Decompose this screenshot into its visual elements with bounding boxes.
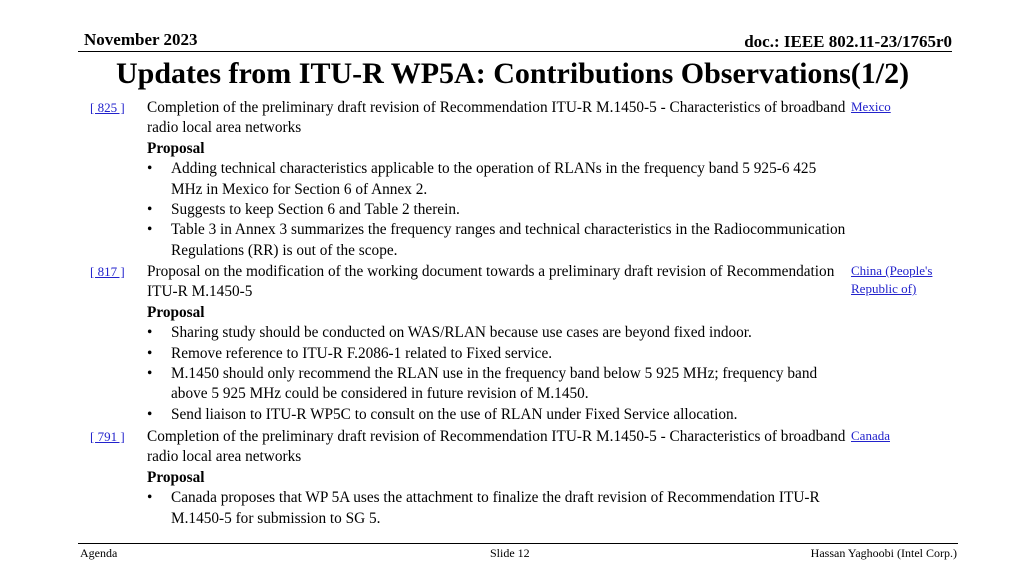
proposal-list [147,159,847,261]
footer-slide-number: Slide 12 [490,546,530,560]
header-divider [78,51,952,52]
footer-agenda: Agenda [80,546,118,560]
proposal-bullet: • Send liaison to ITU-R WP5C to consult on the use of RLAN under Fixed Service allocation. [147,405,847,425]
proposal-list [147,488,847,529]
country-link[interactable]: Canada [851,428,890,443]
proposal-label: Proposal [147,468,205,486]
footer-author: Hassan Yaghoobi (Intel Corp.) [810,546,957,560]
contribution-ref-link[interactable]: [ 825 ] [90,100,125,115]
slide-title: Updates from ITU-R WP5A: Contributions Observations(1/2) [116,57,910,90]
contribution-heading: Completion of the preliminary draft revision of Recommendation ITU-R M.1450-5 - Characteristics of broadband radio local area networks [147,428,846,466]
contribution-body [147,98,847,261]
header-doc-id: doc.: IEEE 802.11-23/1765r0 [744,32,952,51]
country-link[interactable]: China (People's Republic of) [851,263,933,296]
proposal-bullet: • Suggests to keep Section 6 and Table 2 therein. [147,200,847,220]
proposal-bullet: • Table 3 in Annex 3 summarizes the frequency ranges and technical characteristics in the Radiocommunication Regulations (RR) is out of the scope. [147,220,847,261]
proposal-bullet: • M.1450 should only recommend the RLAN use in the frequency band below 5 925 MHz; frequency band above 5 925 MHz could be considered in future revision of M.1450. [147,364,847,405]
proposal-bullet: • Remove reference to ITU-R F.2086-1 related to Fixed service. [147,344,847,364]
contribution-heading: Proposal on the modification of the working document towards a preliminary draft revision of Recommendation ITU-R M.1450-5 [147,263,835,301]
proposal-label: Proposal [147,139,205,157]
country-link[interactable]: Mexico [851,99,891,114]
contribution-body [147,427,847,529]
contribution-ref-link[interactable]: [ 791 ] [90,429,125,444]
proposal-bullet: • Sharing study should be conducted on WAS/RLAN because use cases are beyond fixed indoor. [147,323,847,343]
proposal-list [147,323,847,425]
contribution-body [147,262,847,425]
header-date: November 2023 [84,30,198,49]
contribution-heading: Completion of the preliminary draft revision of Recommendation ITU-R M.1450-5 - Characteristics of broadband radio local area networks [147,99,846,137]
proposal-label: Proposal [147,303,205,321]
footer-divider [78,543,958,544]
proposal-bullet: • Adding technical characteristics applicable to the operation of RLANs in the frequency band 5 925-6 425 MHz in Mexico for Section 6 of Annex 2. [147,159,847,200]
proposal-bullet: • Canada proposes that WP 5A uses the attachment to finalize the draft revision of Recommendation ITU-R M.1450-5 for submission to SG 5. [147,488,847,529]
contribution-ref-link[interactable]: [ 817 ] [90,264,125,279]
